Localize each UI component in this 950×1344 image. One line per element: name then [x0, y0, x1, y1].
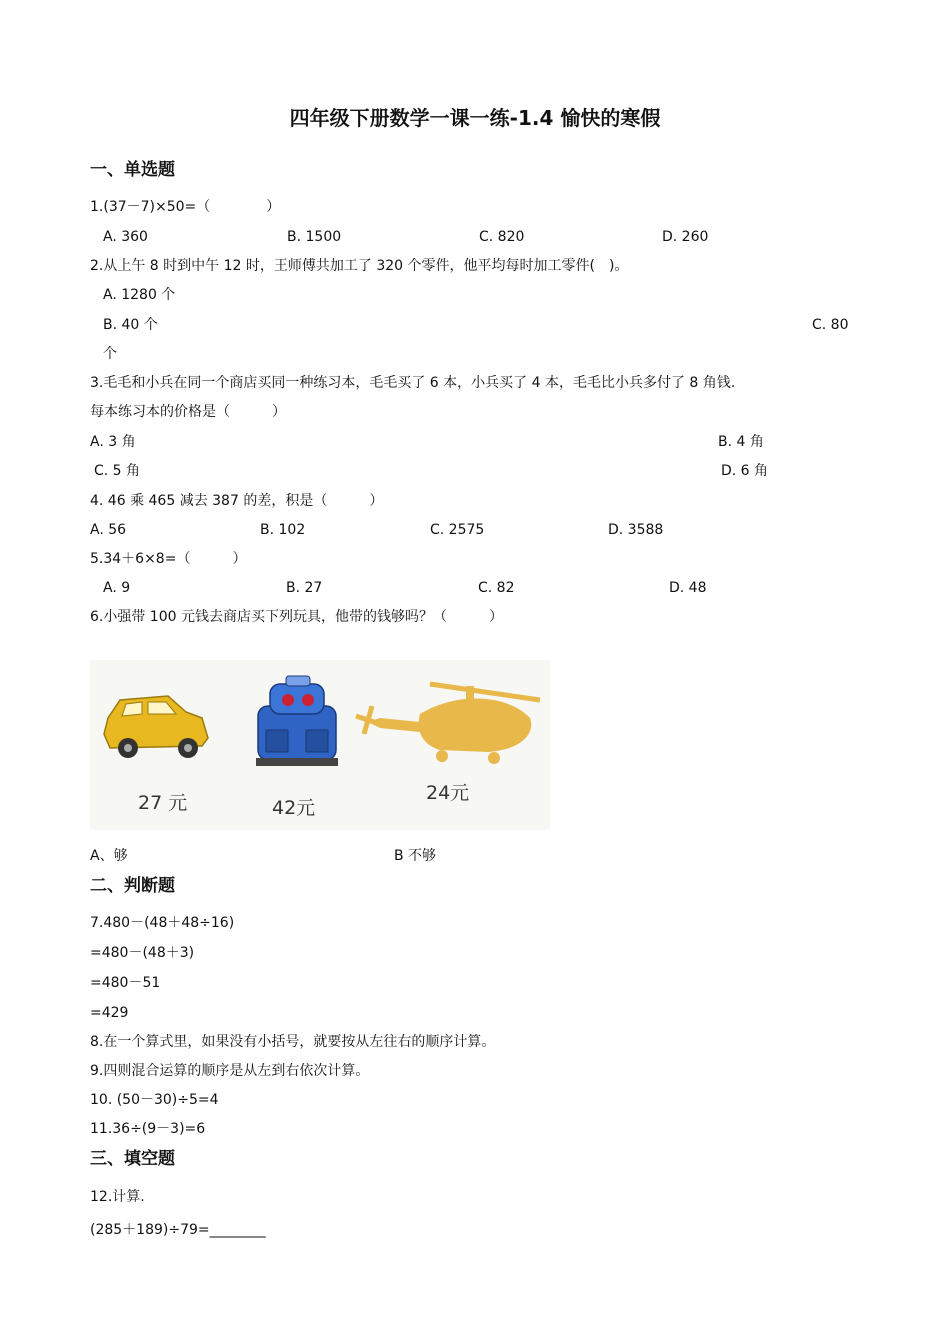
question-12-stem: 12.计算.	[90, 1189, 145, 1205]
toys-figure	[90, 660, 550, 830]
question-1-option-c: C. 820	[479, 229, 525, 245]
question-5-stem: 5.34＋6×8=（ ）	[90, 551, 247, 567]
question-3-option-a: A. 3 角	[90, 434, 136, 450]
question-6-option-b: B 不够	[394, 848, 437, 864]
question-11: 11.36÷(9－3)=6	[90, 1121, 206, 1137]
question-4-option-c: C. 2575	[430, 522, 485, 538]
question-2-option-a: A. 1280 个	[103, 287, 176, 303]
question-3-option-b: B. 4 角	[718, 434, 764, 450]
question-8: 8.在一个算式里，如果没有小括号，就要按从左往右的顺序计算。	[90, 1034, 496, 1050]
question-10: 10. (50－30)÷5=4	[90, 1092, 219, 1108]
page-title: 四年级下册数学一课一练-1.4 愉快的寒假	[289, 106, 661, 130]
question-7-line-2: =480－(48＋3)	[90, 945, 195, 961]
section-heading-fill-in: 三、填空题	[90, 1149, 175, 1169]
toy-helicopter-icon	[356, 684, 540, 764]
question-4-option-d: D. 3588	[608, 522, 664, 538]
question-2-option-c: C. 80	[812, 317, 849, 333]
question-7-line-1: 7.480－(48＋48÷16)	[90, 915, 235, 931]
price-robot: 42元	[272, 797, 316, 819]
question-3-option-c: C. 5 角	[94, 463, 141, 479]
question-3-stem-line-2: 每本练习本的价格是（ ）	[90, 404, 286, 420]
question-2-stem: 2.从上午 8 时到中午 12 时，王师傅共加工了 320 个零件，他平均每时加工零件( )。	[90, 258, 629, 274]
question-5-option-d: D. 48	[669, 580, 707, 596]
question-1-stem: 1.(37－7)×50=（ ）	[90, 199, 281, 215]
question-3-option-d: D. 6 角	[721, 463, 769, 479]
toy-car-icon	[104, 696, 208, 758]
question-5-option-a: A. 9	[103, 580, 131, 596]
question-9: 9.四则混合运算的顺序是从左到右依次计算。	[90, 1063, 370, 1079]
question-6-stem: 6.小强带 100 元钱去商店买下列玩具，他带的钱够吗？（ ）	[90, 609, 503, 625]
question-1-option-b: B. 1500	[287, 229, 342, 245]
question-4-option-a: A. 56	[90, 522, 127, 538]
question-4-stem: 4. 46 乘 465 减去 387 的差，积是（ ）	[90, 493, 384, 509]
toy-robot-icon	[256, 676, 338, 766]
question-7-line-4: =429	[90, 1005, 129, 1021]
question-4-option-b: B. 102	[260, 522, 306, 538]
question-5-option-b: B. 27	[286, 580, 323, 596]
question-12-expression: (285＋189)÷79=________	[90, 1222, 266, 1238]
question-2-option-b: B. 40 个	[103, 317, 158, 333]
question-3-stem-line-1: 3.毛毛和小兵在同一个商店买同一种练习本，毛毛买了 6 本，小兵买了 4 本，毛毛比小兵多付了 8 角钱.	[90, 375, 736, 391]
question-6-option-a: A、够	[90, 848, 128, 864]
question-1-option-d: D. 260	[662, 229, 709, 245]
question-5-option-c: C. 82	[478, 580, 515, 596]
section-heading-single-choice: 一、单选题	[90, 160, 175, 180]
question-1-option-a: A. 360	[103, 229, 148, 245]
price-helicopter: 24元	[426, 782, 470, 804]
question-7-line-3: =480－51	[90, 975, 161, 991]
price-car: 27 元	[138, 792, 188, 814]
question-2-option-c-continuation: 个	[103, 346, 117, 362]
section-heading-true-false: 二、判断题	[90, 876, 175, 896]
